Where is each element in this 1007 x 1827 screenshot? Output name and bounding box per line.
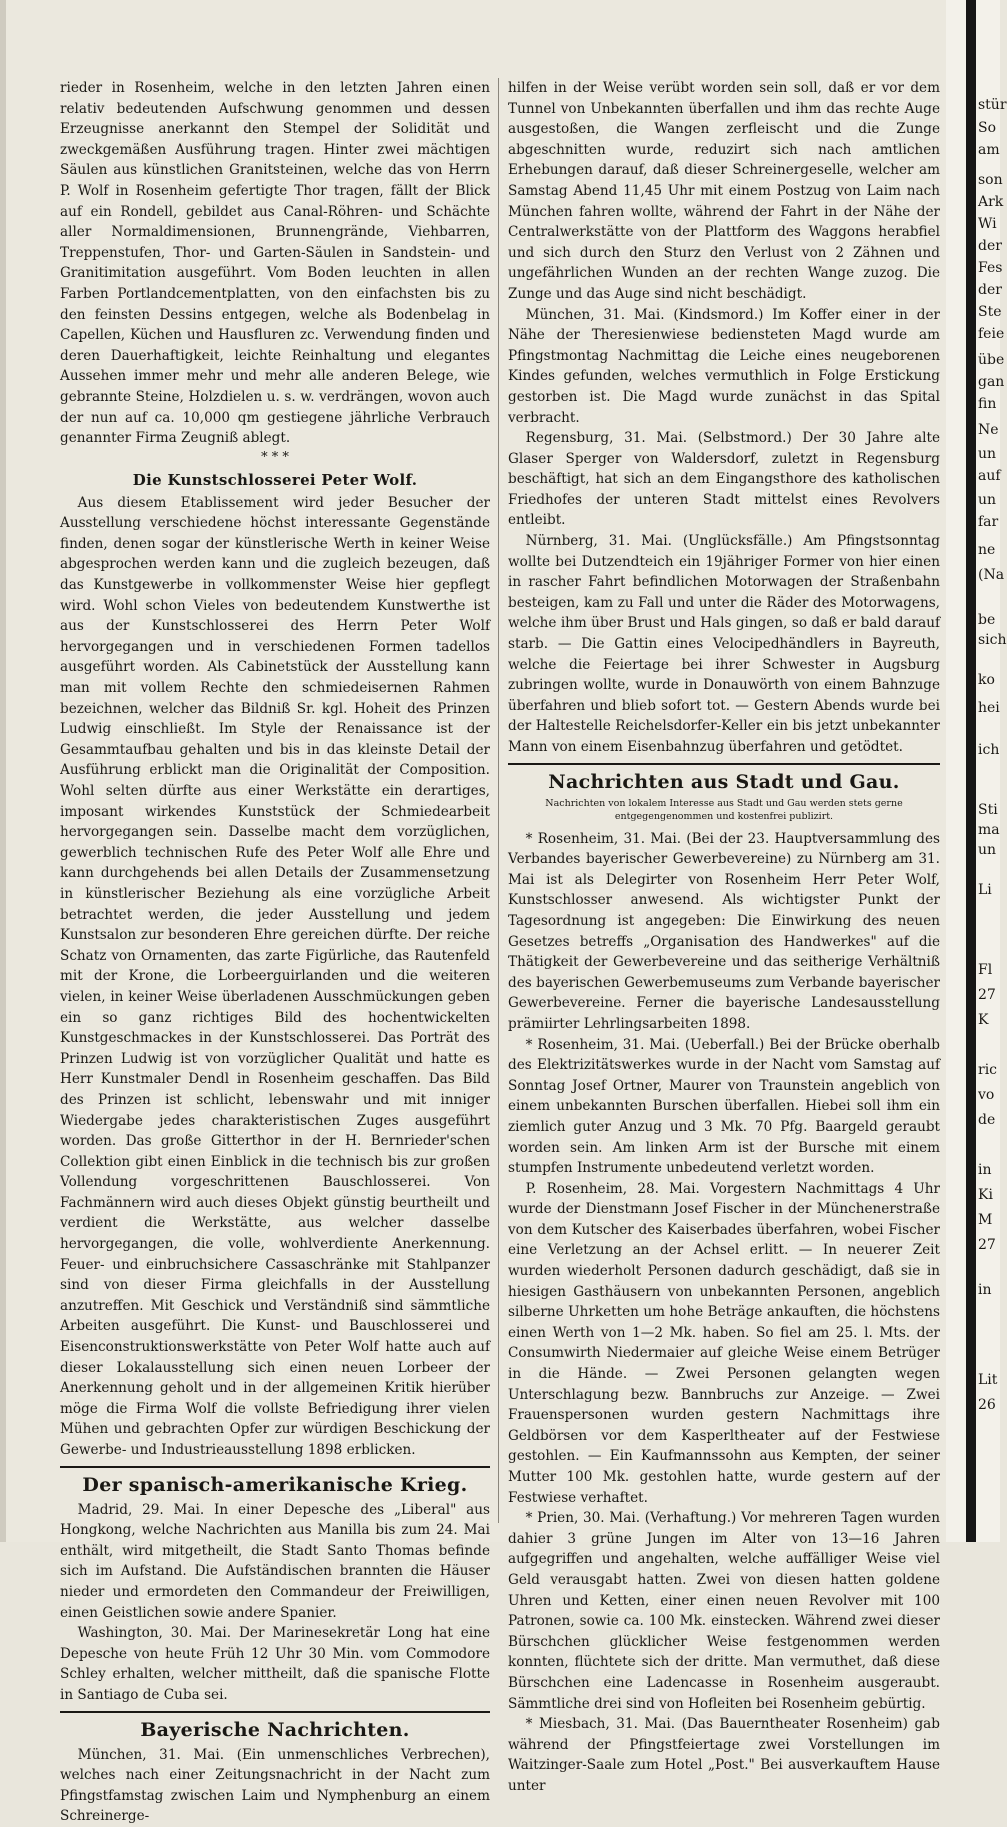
edge-fragment: feie: [978, 326, 1005, 342]
edge-fragment: der: [978, 238, 1002, 254]
edge-fragment: der: [978, 282, 1002, 298]
heading-spanish-american-war: Der spanisch-amerikanische Krieg.: [82, 1473, 468, 1496]
section-note: Nachrichten von lokalem Interesse aus Stadt und Gau werden stets gerne entgegengenommen und kostenfrei publizirt.: [545, 797, 903, 822]
edge-fragment: ric: [978, 1062, 998, 1078]
article-rosenheim-ueberfall: * Rosenheim, 31. Mai. (Ueberfall.) Bei der Brücke oberhalb des Elektrizitätswerkes wurde in der Nacht vom Samstag auf Sonntag Josef Ortner, Maurer von Traunstein angeblich von einem unbekannten Burschen überfallen. Hiebei soll ihm ein ziemlich guter Anzug und 3 Mk. 70 Pfg. Baargeld geraubt worden sein. Am linken Arm ist der Bursche mit einem stumpfen Instrumente unbedeutend verletzt worden.: [508, 1036, 940, 1177]
page-gutter: [0, 0, 6, 1542]
edge-fragment: K: [978, 1012, 989, 1028]
edge-fragment: stür: [978, 97, 1007, 113]
article-nuernberg: Nürnberg, 31. Mai. (Unglücksfälle.) Am Pfingstsonntag wollte bei Dutzendteich ein 19jähriger Former von hier einen in rascher Fahrt befindlichen Motorwagen der Straßenbahn besteigen, kam zu Fall und unter die Räder des Motorwagens, welche ihm über Brust und Hals gingen, so daß er bald darauf starb. — Die Gattin eines Velocipedhändlers in Bayreuth, welche die Feiertage bei ihrer Schwester in Augsburg zubringen wollte, wurde in Donauwörth von einem Bahnzuge überfahren und blieb sofort tot. — Gestern Abends wurde bei der Haltestelle Reichelsdorfer-Keller ein bis jetzt unbekannter Mann von einem Eisenbahnzug überfahren und getödtet.: [508, 533, 940, 755]
article-miesbach: * Miesbach, 31. Mai. (Das Bauerntheater Rosenheim) gab während der Pfingstfeiertage zwei Vorstellungen im Waitzinger-Saale zum Hotel „Post." Bei ausverkauftem Hause unter: [508, 1716, 940, 1794]
edge-fragment: fin: [978, 396, 997, 412]
article-kunstschlosserei: Aus diesem Etablissement wird jeder Besucher der Ausstellung verschiedene höchst interessante Gegenstände finden, denen sogar der künstlerische Werth in keiner Weise abgesprochen werden kann und die zugleich bezeugen, daß das Kunstgewerbe in vollkommenster Weise hier gepflegt wird. Wohl schon Vieles von bedeutendem Kunstwerthe ist aus der Kunstschlosserei des Herrn Peter Wolf hervorgegangen und in verschiedenen Formen tadellos ausgeführt worden. Als Cabinetstück der Ausstellung kann man mit vollem Rechte den schmiedeisernen Rahmen bezeichnen, welcher das Bildniß Sr. kgl. Hoheit des Prinzen Ludwig einschließt. Im Style der Renaissance ist der Gesammtaufbau gehalten und bis in das kleinste Detail der Ausführung erblickt man die Originalität der Composition. Wohl selten dürfte aus einer Werkstätte ein derartiges, imposant wirkendes Kunststück der Schmiedearbeit hervorgegangen sein. Dasselbe macht dem vorzüglichen, gewerblich technischen Rufe des Peter Wolf alle Ehre und kann durchgehends bei allen Details der Zusammensetzung in künstlerischer Beziehung als eine vorzügliche Arbeit betrachtet werden, die jeder Ausstellung und jedem Kunstsalon zur besonderen Ehre gereichen dürfte. Der reiche Schatz von Ornamenten, das zarte Figürliche, das Rautenfeld mit der Krone, die Lorbeerguirlanden und die weiteren vielen, in keiner Weise überladenen Ausschmückungen geben ein so ganz richtiges Bild des hochentwickelten Kunstgeschmackes in der Kunstschlosserei. Das Porträt des Prinzen Ludwig ist von vorzüglicher Qualität und hatte es Herr Kunstmaler Dendl in Rosenheim geschaffen. Das Bild des Prinzen ist schlicht, lebenswahr und mit inniger Wiedergabe jedes charakteristischen Zuges ausgeführt worden. Das große Gitterthor in der H. Bernrieder'schen Collektion gibt einen Einblick in die technisch bis zur großen Vollendung vorgeschrittenen Bauschlosserei. Von Fachmännern wird auch dieses Objekt günstig beurtheilt und verdient die Werkstätte, aus welcher dasselbe hervorgegangen, die volle, wohlverdiente Anerkennung. Feuer- und einbruchsichere Cassaschränke mit Stahlpanzer sind von dieser Firma gleichfalls in der Ausstellung anzutreffen. Mit Geschick und Verständniß sind sämmtliche Arbeiten ausgeführt. Die Kunst- und Bauschlosserei und Eisenconstruktionswerkstätte von Peter Wolf hatte auch auf dieser Lokalausstellung sich einen neuen Lorbeer der Anerkennung geholt und in der allgemeinen Kritik hierüber möge die Firma Wolf die vollste Befriedigung ihrer vielen Mühen und gebrachten Opfer zur würdigen Beschickung der Gewerbe- und Industrieausstellung 1898 erblicken.: [60, 494, 490, 1458]
page-fold-shadow: [966, 0, 976, 1542]
edge-fragment: Fl: [978, 962, 993, 978]
column-right: [508, 78, 940, 1797]
edge-fragment: ne: [978, 542, 996, 558]
edge-fragment: gan: [978, 374, 1005, 390]
article-madrid: Madrid, 29. Mai. In einer Depesche des „Liberal" aus Hongkong, welche Nachrichten aus Manilla bis zum 24. Mai enthält, wird mitgetheilt, die Stadt Santo Thomas befinde sich im Aufstand. Die Aufständischen brannten die Häuser nieder und ermordeten den Commandeur der Freiwilligen, einen Geistlichen sowie andere Spanier.: [60, 1501, 490, 1621]
edge-fragment: Wi: [978, 216, 997, 232]
edge-fragment: übe: [978, 352, 1005, 368]
edge-fragment: be: [978, 612, 996, 628]
edge-fragment: Fes: [978, 260, 1003, 276]
edge-fragment: Ark: [978, 194, 1004, 210]
edge-fragment: 26: [978, 1397, 996, 1413]
article-muenchen-kindsmord: München, 31. Mai. (Kindsmord.) Im Koffer einer in der Nähe der Theresienwiese bediensteten Magd wurde am Pfingstmontag Nachmittag die Leiche eines neugeborenen Kindes gefunden, welches vermuthlich in Folge Erstickung gestorben ist. Die Magd wurde zunächst in das Spital verbracht.: [508, 306, 940, 426]
edge-fragment: So: [978, 120, 997, 136]
edge-fragment: ich: [978, 742, 1000, 758]
edge-fragment: hei: [978, 700, 1000, 716]
column-left: [60, 78, 490, 1827]
edge-fragment: auf: [978, 468, 1001, 484]
edge-fragment: Ste: [978, 304, 1002, 320]
divider: [60, 1711, 490, 1713]
edge-fragment: (Na: [978, 567, 1005, 583]
edge-fragment: M: [978, 1212, 993, 1228]
edge-fragment: de: [978, 1112, 996, 1128]
edge-fragment: 27: [978, 987, 996, 1003]
edge-fragment: un: [978, 842, 997, 858]
edge-fragment: un: [978, 446, 997, 462]
edge-fragment: ma: [978, 822, 1000, 838]
article-rosenheim-gewerbevereine: * Rosenheim, 31. Mai. (Bei der 23. Hauptversammlung des Verbandes bayerischer Gewerbevereine) zu Nürnberg am 31. Mai ist als Delegirter von Rosenheim Herr Peter Wolf, Kunstschlosser anwesend. Als wichtigster Punkt der Tagesordnung ist angegeben: Die Einwirkung des neuen Gesetzes betreffs „Organisation des Handwerkes" auf die Thätigkeit der Gewerbevereine und das seitherige Verhältniß des bayerischen Gewerbemuseums zum Verbande bayerischer Gewerbevereine. Ferner die bayerische Landesausstellung prämiirter Lehrlingsarbeiten 1898.: [508, 830, 940, 1032]
section-separator: * * *: [261, 449, 289, 465]
article-prien: * Prien, 30. Mai. (Verhaftung.) Vor mehreren Tagen wurden dahier 3 grüne Jungen im Alter von 13—16 Jahren aufgegriffen und angehalten, welche auffälliger Weise viel Geld verausgabt hatten. Zwei von diesen hatten goldene Uhren und Ketten, einer einen neuen Revolver mit 100 Patronen, sowie ca. 100 Mk. einstecken. Während zwei dieser Bürschchen glücklicher Weise festgenommen werden konnten, flüchtete sich der dritte. Man vermuthet, daß diese Bürschchen eine Ladencasse in Rosenheim ausgeraubt. Sämmtliche drei sind von Hofleiten bei Rosenheim gebürtig.: [508, 1510, 940, 1712]
edge-fragment: 27: [978, 1237, 996, 1253]
heading-kunstschlosserei: Die Kunstschlosserei Peter Wolf.: [132, 470, 418, 489]
edge-fragment: in: [978, 1282, 992, 1298]
edge-fragment: sich: [978, 632, 1007, 648]
article-muenchen-continued: hilfen in der Weise verübt worden sein soll, daß er vor dem Tunnel von Unbekannten überfallen und ihm das rechte Auge ausgestoßen, die Wangen zerfleischt und die Zunge abgeschnitten wurde, reduzirt sich nach amtlichen Erhebungen darauf, daß dieser Schreinergeselle, welcher am Samstag Abend 11,45 Uhr mit einem Postzug von Laim nach München fahren wollte, während der Fahrt in der Nähe der Centralwerkstätte von der Plattform des Waggons herabfiel und sich durch den Sturz den Verlust von 2 Zähnen und ungefährlichen Wunden an der rechten Wange zuzog. Die Zunge und das Auge sind nicht beschädigt.: [508, 80, 940, 302]
edge-fragment: Lit: [978, 1372, 998, 1388]
edge-fragment: son: [978, 172, 1003, 188]
article-rosenheim-28-mai: P. Rosenheim, 28. Mai. Vorgestern Nachmittags 4 Uhr wurde der Dienstmann Josef Fischer in der Münchenerstraße von dem Kutscher des Kaiserbades überfahren, wobei Fischer eine Verletzung an der Achsel erlitt. — In neuerer Zeit wurden wiederholt Personen dadurch geschädigt, daß sie in hiesigen Gasthäusern von unbekannten Personen, angeblich silberne Uhrketten um hohe Beträge ankauften, die höchstens einen Werth von 1—2 Mk. haben. So fiel am 25. l. Mts. der Consumwirth Niedermaier auf gleiche Weise einem Betrüger in die Hände. — Zwei Personen gelangten wegen Unterschlagung bezw. Bannbruchs zur Anzeige. — Zwei Frauenspersonen wurden gestern Nachmittags ihre Geldbörsen vor dem Kasperltheater auf der Festwiese gestohlen. — Ein Kaufmannssohn aus Kempten, der seiner Mutter 100 Mk. gestohlen hatte, wurde gestern auf der Festwiese verhaftet.: [508, 1180, 940, 1506]
article-muenchen-verbrechen: München, 31. Mai. (Ein unmenschliches Verbrechen), welches nach einer Zeitungsnachricht in der Nacht zum Pfingstfamstag zwischen Laim und Nymphenburg an einem Schreinerge-: [60, 1746, 490, 1825]
heading-bayerische-nachrichten: Bayerische Nachrichten.: [140, 1718, 410, 1741]
article-washington: Washington, 30. Mai. Der Marinesekretär Long hat eine Depesche von heute Früh 12 Uhr 30 Min. vom Commodore Schley erhalten, welcher mittheilt, daß die spanische Flotte in Santiago de Cuba sei.: [60, 1625, 490, 1703]
edge-fragment: far: [978, 514, 999, 530]
heading-stadt-und-gau: Nachrichten aus Stadt und Gau.: [548, 770, 900, 793]
edge-fragment: Ki: [978, 1187, 993, 1203]
edge-fragment: in: [978, 1162, 992, 1178]
divider: [60, 1466, 490, 1468]
column-rule: [498, 78, 499, 1523]
edge-fragment: am: [978, 142, 1000, 158]
divider: [508, 763, 940, 765]
edge-fragment: Li: [978, 882, 992, 898]
article-regensburg: Regensburg, 31. Mai. (Selbstmord.) Der 30 Jahre alte Glaser Sperger von Waldersdorf, zuletzt in Regensburg beschäftigt, hat sich an dem Eingangsthore des katholischen Friedhofes der unteren Stadt mittelst eines Revolvers entleibt.: [508, 430, 940, 529]
edge-fragment: Sti: [978, 802, 998, 818]
edge-fragment: un: [978, 492, 997, 508]
article-cement-works: rieder in Rosenheim, welche in den letzten Jahren einen relativ bedeutenden Aufschwung genommen und dessen Erzeugnisse anerkannt den Stempel der Solidität und zweckgemäßen Ausführung tragen. Hinter zwei mächtigen Säulen aus künstlichen Granitsteinen, welche das von Herrn P. Wolf in Rosenheim gefertigte Thor tragen, fällt der Blick auf ein Rondell, gebildet aus Canal-Röhren- und Schächte aller Normaldimensionen, Brunnengrände, Viehbarren, Treppenstufen, Thor- und Garten-Säulen in Sandstein- und Granitimitation ausgeführt. Vom Boden leuchten in allen Farben Portlandcementplatten, von den einfachsten bis zu den feinsten Dessins entgegen, welche als Bodenbelag in Capellen, Küchen und Hausfluren zc. Verwendung finden und deren Dauerhaftigkeit, leichte Reinhaltung und elegantes Aussehen immer mehr und mehr alle anderen Belege, wie gebrannte Steine, Holzdielen u. s. w. verdrängen, wovon auch der nun auf ca. 10,000 qm gestiegene jährliche Verbrauch genannter Firma Zeugniß ablegt.: [60, 80, 490, 447]
edge-fragment: ko: [978, 672, 995, 688]
edge-fragment: vo: [978, 1087, 995, 1103]
edge-fragment: Ne: [978, 422, 999, 438]
